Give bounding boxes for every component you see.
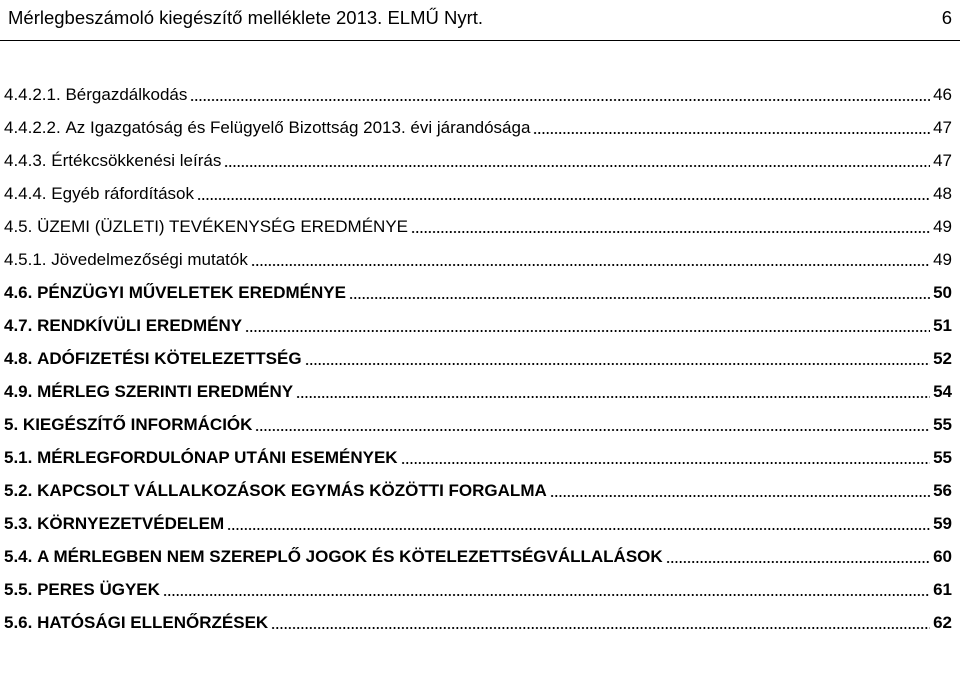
table-of-contents bbox=[0, 72, 960, 633]
toc-entry[interactable] bbox=[4, 105, 952, 138]
dot-leader bbox=[163, 594, 930, 596]
toc-entry[interactable] bbox=[4, 402, 952, 435]
toc-entry-number: 4.8. bbox=[4, 349, 33, 368]
toc-entry-title: KÖRNYEZETVÉDELEM bbox=[37, 514, 225, 533]
toc-entry-title: A MÉRLEGBEN NEM SZEREPLŐ JOGOK ÉS KÖTELEZETTSÉGVÁLLALÁSOK bbox=[37, 547, 663, 566]
toc-entry[interactable] bbox=[4, 435, 952, 468]
toc-entry-page: 59 bbox=[933, 514, 952, 533]
toc-entry-number: 5.2. bbox=[4, 481, 33, 500]
toc-entry[interactable] bbox=[4, 72, 952, 105]
toc-entry-title: HATÓSÁGI ELLENŐRZÉSEK bbox=[37, 613, 269, 632]
toc-entry-number: 4.7. bbox=[4, 316, 33, 335]
toc-entry-title: Bérgazdálkodás bbox=[65, 85, 188, 104]
toc-entry-page: 54 bbox=[933, 382, 952, 401]
dot-leader bbox=[401, 462, 930, 464]
toc-entry[interactable] bbox=[4, 138, 952, 171]
header-page-number: 6 bbox=[941, 7, 952, 28]
toc-entry-number: 4.6. bbox=[4, 283, 33, 302]
toc-entry[interactable] bbox=[4, 303, 952, 336]
toc-entry-page: 47 bbox=[933, 118, 952, 137]
dot-leader bbox=[227, 528, 930, 530]
toc-entry-number: 5.4. bbox=[4, 547, 33, 566]
toc-entry-title: Jövedelmezőségi mutatók bbox=[51, 250, 248, 269]
toc-entry-page: 47 bbox=[933, 151, 952, 170]
dot-leader bbox=[533, 132, 930, 134]
dot-leader bbox=[411, 231, 930, 233]
toc-entry[interactable] bbox=[4, 171, 952, 204]
toc-entry-page: 55 bbox=[933, 415, 952, 434]
page-header bbox=[0, 0, 960, 41]
toc-entry-title: PÉNZÜGYI MŰVELETEK EREDMÉNYE bbox=[37, 283, 346, 302]
toc-entry-page: 62 bbox=[933, 613, 952, 632]
toc-entry-page: 49 bbox=[933, 250, 952, 269]
toc-entry-number: 5.3. bbox=[4, 514, 33, 533]
toc-entry-number: 5.5. bbox=[4, 580, 33, 599]
toc-entry-page: 46 bbox=[933, 85, 952, 104]
toc-entry-page: 52 bbox=[933, 349, 952, 368]
toc-entry-title: Értékcsökkenési leírás bbox=[51, 151, 222, 170]
dot-leader bbox=[666, 561, 930, 563]
toc-entry-number: 4.9. bbox=[4, 382, 33, 401]
toc-entry-number: 4.5. bbox=[4, 217, 33, 236]
toc-entry-number: 5.6. bbox=[4, 613, 33, 632]
toc-entry-number: 4.4.2.1. bbox=[4, 85, 61, 104]
toc-entry[interactable] bbox=[4, 600, 952, 633]
toc-entry-number: 4.4.3. bbox=[4, 151, 47, 170]
toc-entry-title: MÉRLEG SZERINTI EREDMÉNY bbox=[37, 382, 294, 401]
toc-entry-number: 4.4.2.2. bbox=[4, 118, 61, 137]
toc-entry-title: RENDKÍVÜLI EREDMÉNY bbox=[37, 316, 243, 335]
toc-entry-page: 60 bbox=[933, 547, 952, 566]
dot-leader bbox=[255, 429, 930, 431]
dot-leader bbox=[550, 495, 930, 497]
toc-entry[interactable] bbox=[4, 501, 952, 534]
dot-leader bbox=[190, 99, 930, 101]
toc-entry[interactable] bbox=[4, 567, 952, 600]
toc-entry-title: ÜZEMI (ÜZLETI) TEVÉKENYSÉG EREDMÉNYE bbox=[37, 217, 409, 236]
toc-entry[interactable] bbox=[4, 270, 952, 303]
toc-entry-page: 50 bbox=[933, 283, 952, 302]
toc-entry-title: KAPCSOLT VÁLLALKOZÁSOK EGYMÁS KÖZÖTTI FORGALMA bbox=[37, 481, 547, 500]
toc-entry-title: KIEGÉSZÍTŐ INFORMÁCIÓK bbox=[22, 415, 253, 434]
toc-entry-title: MÉRLEGFORDULÓNAP UTÁNI ESEMÉNYEK bbox=[37, 448, 398, 467]
toc-entry-page: 49 bbox=[933, 217, 952, 236]
dot-leader bbox=[197, 198, 930, 200]
toc-entry-title: PERES ÜGYEK bbox=[37, 580, 160, 599]
toc-entry-number: 5.1. bbox=[4, 448, 33, 467]
toc-entry-page: 61 bbox=[933, 580, 952, 599]
toc-entry[interactable] bbox=[4, 534, 952, 567]
toc-entry-title: ADÓFIZETÉSI KÖTELEZETTSÉG bbox=[37, 349, 302, 368]
toc-entry-title: Egyéb ráfordítások bbox=[51, 184, 194, 203]
toc-entry[interactable] bbox=[4, 369, 952, 402]
toc-entry[interactable] bbox=[4, 336, 952, 369]
toc-entry-number: 5. bbox=[4, 415, 19, 434]
toc-entry-page: 48 bbox=[933, 184, 952, 203]
toc-entry-number: 4.4.4. bbox=[4, 184, 47, 203]
header-title: Mérlegbeszámoló kiegészítő melléklete 2013. ELMŰ Nyrt. bbox=[8, 7, 484, 28]
dot-leader bbox=[224, 165, 930, 167]
toc-entry[interactable] bbox=[4, 468, 952, 501]
dot-leader bbox=[296, 396, 930, 398]
toc-entry-page: 55 bbox=[933, 448, 952, 467]
toc-entry-number: 4.5.1. bbox=[4, 250, 47, 269]
toc-entry[interactable] bbox=[4, 204, 952, 237]
dot-leader bbox=[245, 330, 930, 332]
dot-leader bbox=[349, 297, 930, 299]
toc-entry-page: 56 bbox=[933, 481, 952, 500]
toc-entry-title: Az Igazgatóság és Felügyelő Bizottság 2013. évi járandósága bbox=[65, 118, 531, 137]
dot-leader bbox=[251, 264, 930, 266]
dot-leader bbox=[271, 627, 930, 629]
dot-leader bbox=[305, 363, 931, 365]
toc-entry-page: 51 bbox=[933, 316, 952, 335]
toc-entry[interactable] bbox=[4, 237, 952, 270]
